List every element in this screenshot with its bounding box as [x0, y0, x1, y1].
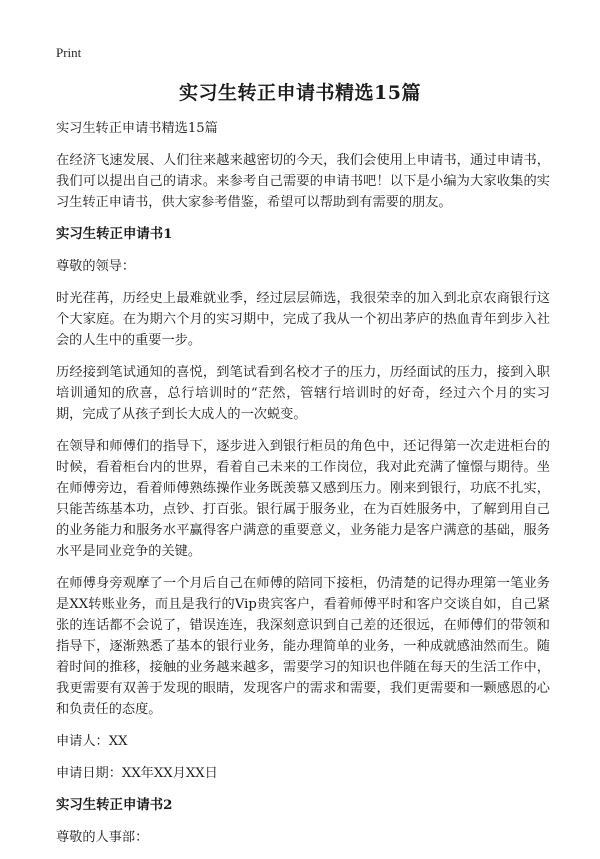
- date-line: 申请日期：XX年XX月XX日: [56, 766, 218, 781]
- print-link[interactable]: Print: [56, 45, 82, 60]
- document-title: 实习生转正申请书精选15篇: [179, 82, 421, 104]
- document-subtitle: 实习生转正申请书精选15篇: [56, 121, 218, 136]
- applicant-line: 申请人：XX: [56, 734, 128, 749]
- greeting-2: 尊敬的人事部：: [56, 830, 149, 845]
- body-paragraph-3: 在领导和师傅们的指导下，逐步进入到银行柜员的角色中，还记得第一次走进柜台的时候，看着柜台内的世界，看着自己未来的工作岗位，我对此充满了憧憬与期待。坐在师傅旁边，看着师傅熟练操作业务既羡慕又感到压力。刚来到银行，功底不扎实，只能苦练基本功，点钞、打百张。银行属于服务业，在为百姓服务中，了解到用自己的业务能力和服务水平赢得客户满意的重要意义，业务能力是客户满意的基础，服务水平是同业竞争的关键。: [56, 439, 550, 559]
- section-heading-2: 实习生转正申请书2: [56, 797, 173, 813]
- section-heading-1: 实习生转正申请书1: [56, 226, 173, 242]
- body-paragraph-2: 历经接到笔试通知的喜悦，到笔试看到名校才子的压力，历经面试的压力，接到入职培训通知的欣喜，总行培训时的“茫然，管辖行培训时的好奇，经过六个月的实习期，完成了从孩子到长大成人的一次蜕变。: [56, 365, 550, 422]
- body-paragraph-1: 时光荏苒，历经史上最难就业季，经过层层筛选，我很荣幸的加入到北京农商银行这个大家庭。在为期六个月的实习期中，完成了我从一个初出茅庐的热血青年到步入社会的人生中的重要一步。: [56, 291, 550, 348]
- body-paragraph-4: 在师傅身旁观摩了一个月后自己在师傅的陪同下接柜，仍清楚的记得办理第一笔业务是XX转账业务，而且是我行的Vip贵宾客户，看着师傅平时和客户交谈自如，自己紧张的连话都不会说了，错误连连，我深刻意识到自己差的还很远，在师傅们的带领和指导下，逐渐熟悉了基本的银行业务，能办理简单的业务，一种成就感油然而生。随着时间的推移，接触的业务越来越多，需要学习的知识也伴随在每天的生活工作中，我更需要有双善于发现的眼睛，发现客户的需求和需要，我们更需要和一颗感恩的心和负责任的态度。: [56, 576, 550, 717]
- intro-paragraph: 在经济飞速发展、人们往来越来越密切的今天，我们会使用上申请书，通过申请书，我们可以提出自己的请求。来参考自己需要的申请书吧！以下是小编为大家收集的实习生转正申请书，供大家参考借鉴，希望可以帮助到有需要的朋友。: [56, 153, 550, 210]
- document-body: [56, 118, 550, 859]
- greeting-1: 尊敬的领导：: [56, 259, 136, 274]
